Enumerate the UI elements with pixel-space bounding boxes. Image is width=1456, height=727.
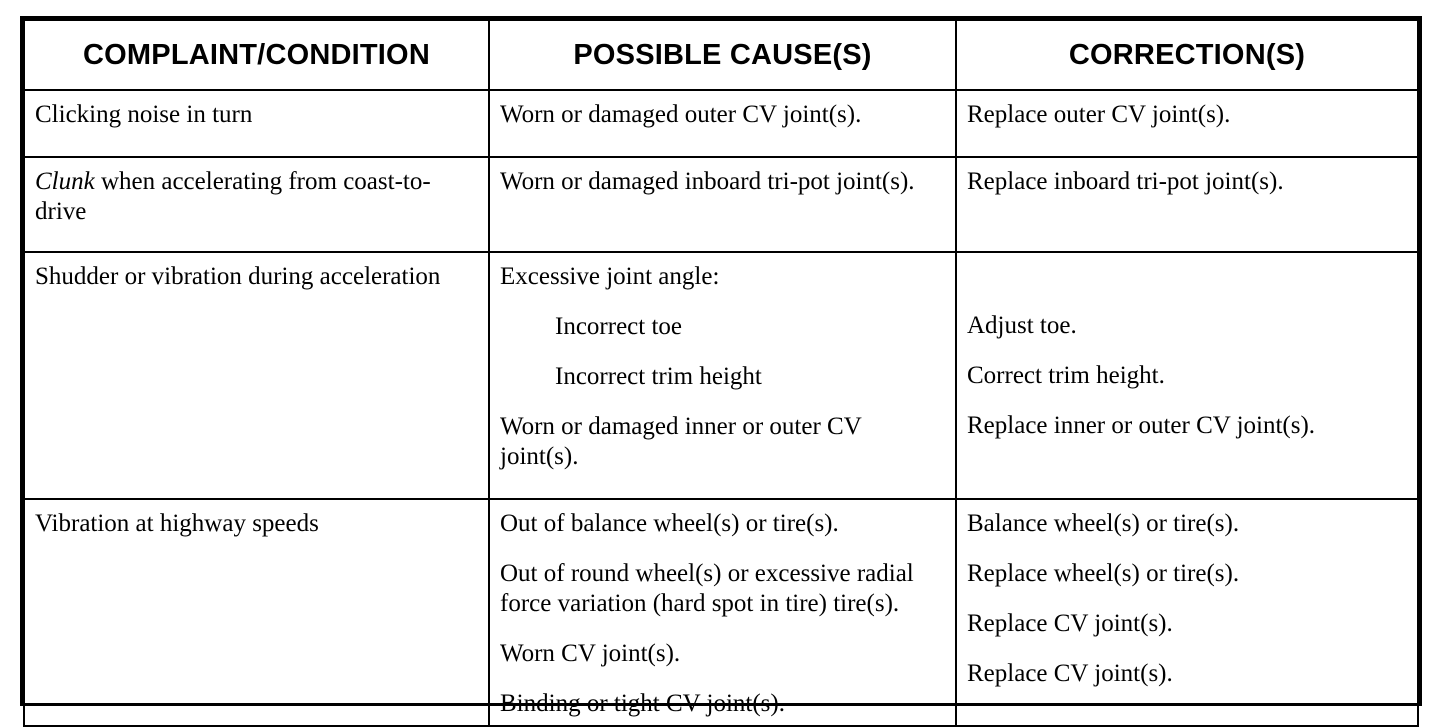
correction-text: Adjust toe. <box>967 312 1077 339</box>
correction-text: Replace CV joint(s). <box>967 660 1173 687</box>
table-row <box>24 499 1418 726</box>
correction-cell <box>956 499 1418 726</box>
complaint-text <box>35 167 478 227</box>
complaint-emphasis: Clunk <box>35 168 95 195</box>
correction-text: Replace outer CV joint(s). <box>967 101 1231 128</box>
correction-text: Replace inner or outer CV joint(s). <box>967 412 1316 439</box>
header-complaint: COMPLAINT/CONDITION <box>24 20 489 90</box>
cause-cell <box>489 252 956 499</box>
header-cause: POSSIBLE CAUSE(S) <box>489 20 956 90</box>
correction-cell <box>956 157 1418 252</box>
diagnosis-table <box>23 19 1419 727</box>
complaint-cell <box>24 90 489 157</box>
cause-text: Excessive joint angle: <box>500 263 720 290</box>
cause-text: Worn or damaged inner or outer CV joint(s). <box>500 413 862 470</box>
cause-subitem: Incorrect toe <box>555 313 683 340</box>
cause-subitem: Incorrect trim height <box>555 363 762 390</box>
cause-text: Out of round wheel(s) or excessive radial force variation (hard spot in tire) tire(s). <box>500 560 914 617</box>
header-row <box>24 20 1418 90</box>
table-row <box>24 157 1418 252</box>
correction-text: Replace CV joint(s). <box>967 610 1173 637</box>
header-correction: CORRECTION(S) <box>956 20 1418 90</box>
complaint-text: Clicking noise in turn <box>35 101 253 128</box>
cause-cell <box>489 157 956 252</box>
complaint-cell <box>24 499 489 726</box>
correction-text: Replace wheel(s) or tire(s). <box>967 560 1240 587</box>
cause-cell <box>489 90 956 157</box>
cause-text: Worn CV joint(s). <box>500 640 681 667</box>
correction-cell <box>956 90 1418 157</box>
complaint-cell <box>24 252 489 499</box>
correction-text: Balance wheel(s) or tire(s). <box>967 510 1240 537</box>
diagnosis-table-frame <box>20 16 1422 717</box>
cause-text: Worn or damaged outer CV joint(s). <box>500 101 862 128</box>
cause-text: Binding or tight CV joint(s). <box>500 690 785 717</box>
correction-text: Replace inboard tri-pot joint(s). <box>967 168 1284 195</box>
complaint-rest: when accelerating from coast-to-drive <box>35 168 431 225</box>
complaint-text: Shudder or vibration during acceleration <box>35 263 441 290</box>
complaint-cell <box>24 157 489 252</box>
table-row <box>24 90 1418 157</box>
correction-cell <box>956 252 1418 499</box>
correction-text: Correct trim height. <box>967 362 1165 389</box>
cause-text: Worn or damaged inboard tri-pot joint(s). <box>500 168 915 195</box>
cause-cell <box>489 499 956 726</box>
cause-text: Out of balance wheel(s) or tire(s). <box>500 510 839 537</box>
complaint-text: Vibration at highway speeds <box>35 510 319 537</box>
table-row <box>24 252 1418 499</box>
